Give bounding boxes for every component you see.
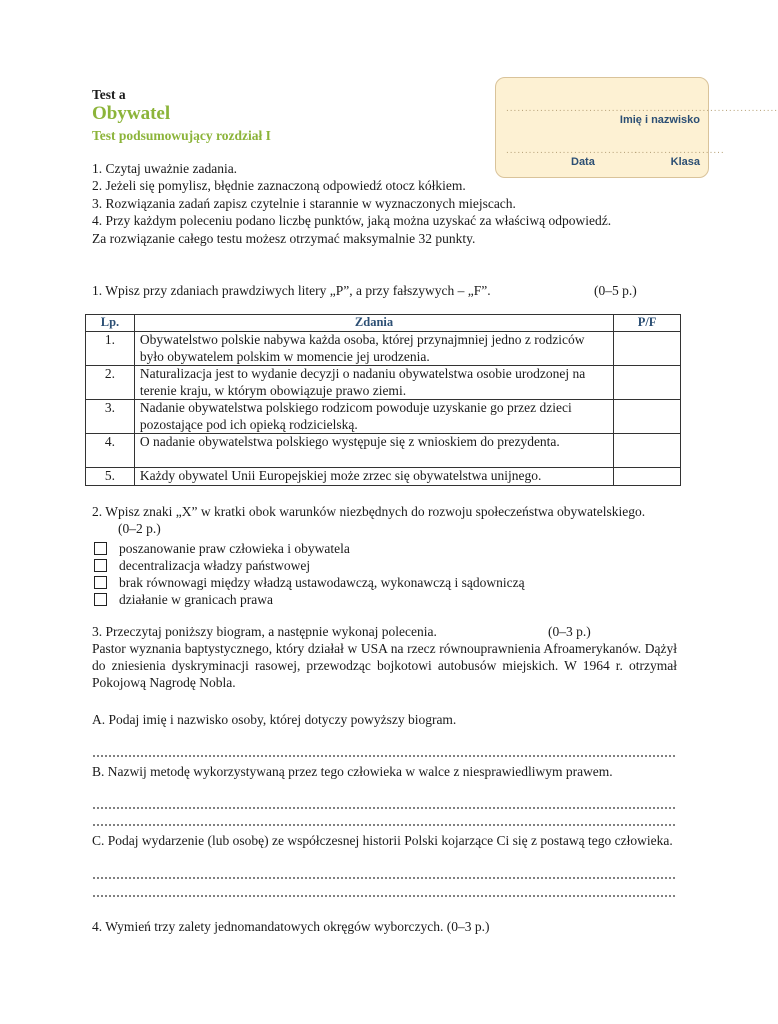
row-number: 5. xyxy=(86,468,135,486)
name-fill-line[interactable]: ........................................................................ xyxy=(506,103,778,114)
answer-cell[interactable] xyxy=(614,366,681,400)
document-subtitle: Test podsumowujący rozdział I xyxy=(92,128,271,143)
question-2-points: (0–2 p.) xyxy=(118,521,161,536)
statement-text: Nadanie obywatelstwa polskiego rodzicom powoduje uzyskanie go przez dzieci pozostające pod ich opieką rodzicielską. xyxy=(134,400,613,434)
option-label: decentralizacja władzy państwowej xyxy=(119,558,311,573)
question-3b: B. Nazwij metodę wykorzystywaną przez tego człowieka w walce z niesprawiedliwym prawem. xyxy=(92,764,613,779)
answer-cell[interactable] xyxy=(614,400,681,434)
question-4-prompt xyxy=(92,918,682,935)
column-header-statement: Zdania xyxy=(134,315,613,332)
answer-cell[interactable] xyxy=(614,434,681,468)
question-4-text: 4. Wymień trzy zalety jednomandatowych okręgów wyborczych. xyxy=(92,919,444,934)
question-2-prompt xyxy=(92,503,672,537)
instruction-item: 1. Czytaj uważnie zadania. xyxy=(92,161,238,176)
row-number: 4. xyxy=(86,434,135,468)
answer-cell[interactable] xyxy=(614,332,681,366)
answer-line[interactable] xyxy=(92,877,677,879)
class-fill-line[interactable]: ........................ xyxy=(634,145,725,156)
answer-line[interactable] xyxy=(92,807,677,809)
biography-text: Pastor wyznania baptystycznego, który działał w USA na rzecz równouprawnienia Afroamerykanów. Dążył do zniesienia dyskryminacji rasowej, przewodząc bojkotowi autobusów miejskich. W 1964 r. otrzymał Pokojową Nagrodę Nobla. xyxy=(92,641,677,690)
column-header-answer: P/F xyxy=(614,315,681,332)
date-label: Data xyxy=(571,156,595,168)
table-row xyxy=(86,400,681,434)
test-variant-label: Test a xyxy=(92,87,126,102)
name-label: Imię i nazwisko xyxy=(619,114,700,126)
checkbox[interactable] xyxy=(94,559,107,572)
statement-text: O nadanie obywatelstwa polskiego występuje się z wnioskiem do prezydenta. xyxy=(134,434,613,468)
table-row xyxy=(86,332,681,366)
checkbox[interactable] xyxy=(94,593,107,606)
table-row xyxy=(86,468,681,486)
question-3a: A. Podaj imię i nazwisko osoby, której dotyczy powyższy biogram. xyxy=(92,712,457,727)
checkbox[interactable] xyxy=(94,576,107,589)
statement-text: Obywatelstwo polskie nabywa każda osoba, której przynajmniej jedno z rodziców było obywatelem polskim w momencie jej urodzenia. xyxy=(134,332,613,366)
answer-line[interactable] xyxy=(92,755,677,757)
question-4-points: (0–3 p.) xyxy=(446,919,490,934)
question-3-points: (0–3 p.) xyxy=(548,624,591,639)
row-number: 2. xyxy=(86,366,135,400)
checkbox[interactable] xyxy=(94,542,107,555)
column-header-lp: Lp. xyxy=(86,315,135,332)
table-row xyxy=(86,366,681,400)
table-header-row xyxy=(86,315,681,332)
question-3-prompt: 3. Przeczytaj poniższy biogram, a następnie wykonaj polecenia. xyxy=(92,624,437,639)
answer-line[interactable] xyxy=(92,895,677,897)
option-label: działanie w granicach prawa xyxy=(119,592,274,607)
date-fill-line[interactable]: ................................... xyxy=(506,145,639,156)
table-row xyxy=(86,434,681,468)
question-1-points: (0–5 p.) xyxy=(594,283,637,298)
statement-text: Każdy obywatel Unii Europejskiej może zrzec się obywatelstwa unijnego. xyxy=(134,468,613,486)
option-label: poszanowanie praw człowieka i obywatela xyxy=(119,541,350,556)
true-false-table xyxy=(85,314,681,486)
instruction-item: 2. Jeżeli się pomylisz, błędnie zaznaczoną odpowiedź otocz kółkiem. xyxy=(92,178,466,194)
statement-text: Naturalizacja jest to wydanie decyzji o nadaniu obywatelstwa osobie urodzonej na terenie kraju, w którym obowiązuje prawo ziemi. xyxy=(134,366,613,400)
question-1-prompt: 1. Wpisz przy zdaniach prawdziwych litery „P”, a przy fałszywych – „F”. xyxy=(92,283,491,298)
instructions xyxy=(92,160,692,247)
class-label: Klasa xyxy=(670,156,700,168)
answer-cell[interactable] xyxy=(614,468,681,486)
instruction-item: 4. Przy każdym poleceniu podano liczbę punktów, jaką można uzyskać za właściwą odpowiedź. Za rozwiązanie całego testu możesz otrzymać maksymalnie 32 punkty. xyxy=(92,213,612,246)
question-3c: C. Podaj wydarzenie (lub osobę) ze współczesnej historii Polski kojarzące Ci się z postawą tego człowieka. xyxy=(92,833,673,848)
answer-line[interactable] xyxy=(92,824,677,826)
option-label: brak równowagi między władzą ustawodawczą, wykonawczą i sądowniczą xyxy=(119,575,525,590)
question-2-text: 2. Wpisz znaki „X” w kratki obok warunków niezbędnych do rozwoju społeczeństwa obywatelskiego. xyxy=(92,504,646,519)
instruction-item: 3. Rozwiązania zadań zapisz czytelnie i starannie w wyznaczonych miejscach. xyxy=(92,195,516,211)
row-number: 3. xyxy=(86,400,135,434)
document-title: Obywatel xyxy=(92,103,171,124)
row-number: 1. xyxy=(86,332,135,366)
